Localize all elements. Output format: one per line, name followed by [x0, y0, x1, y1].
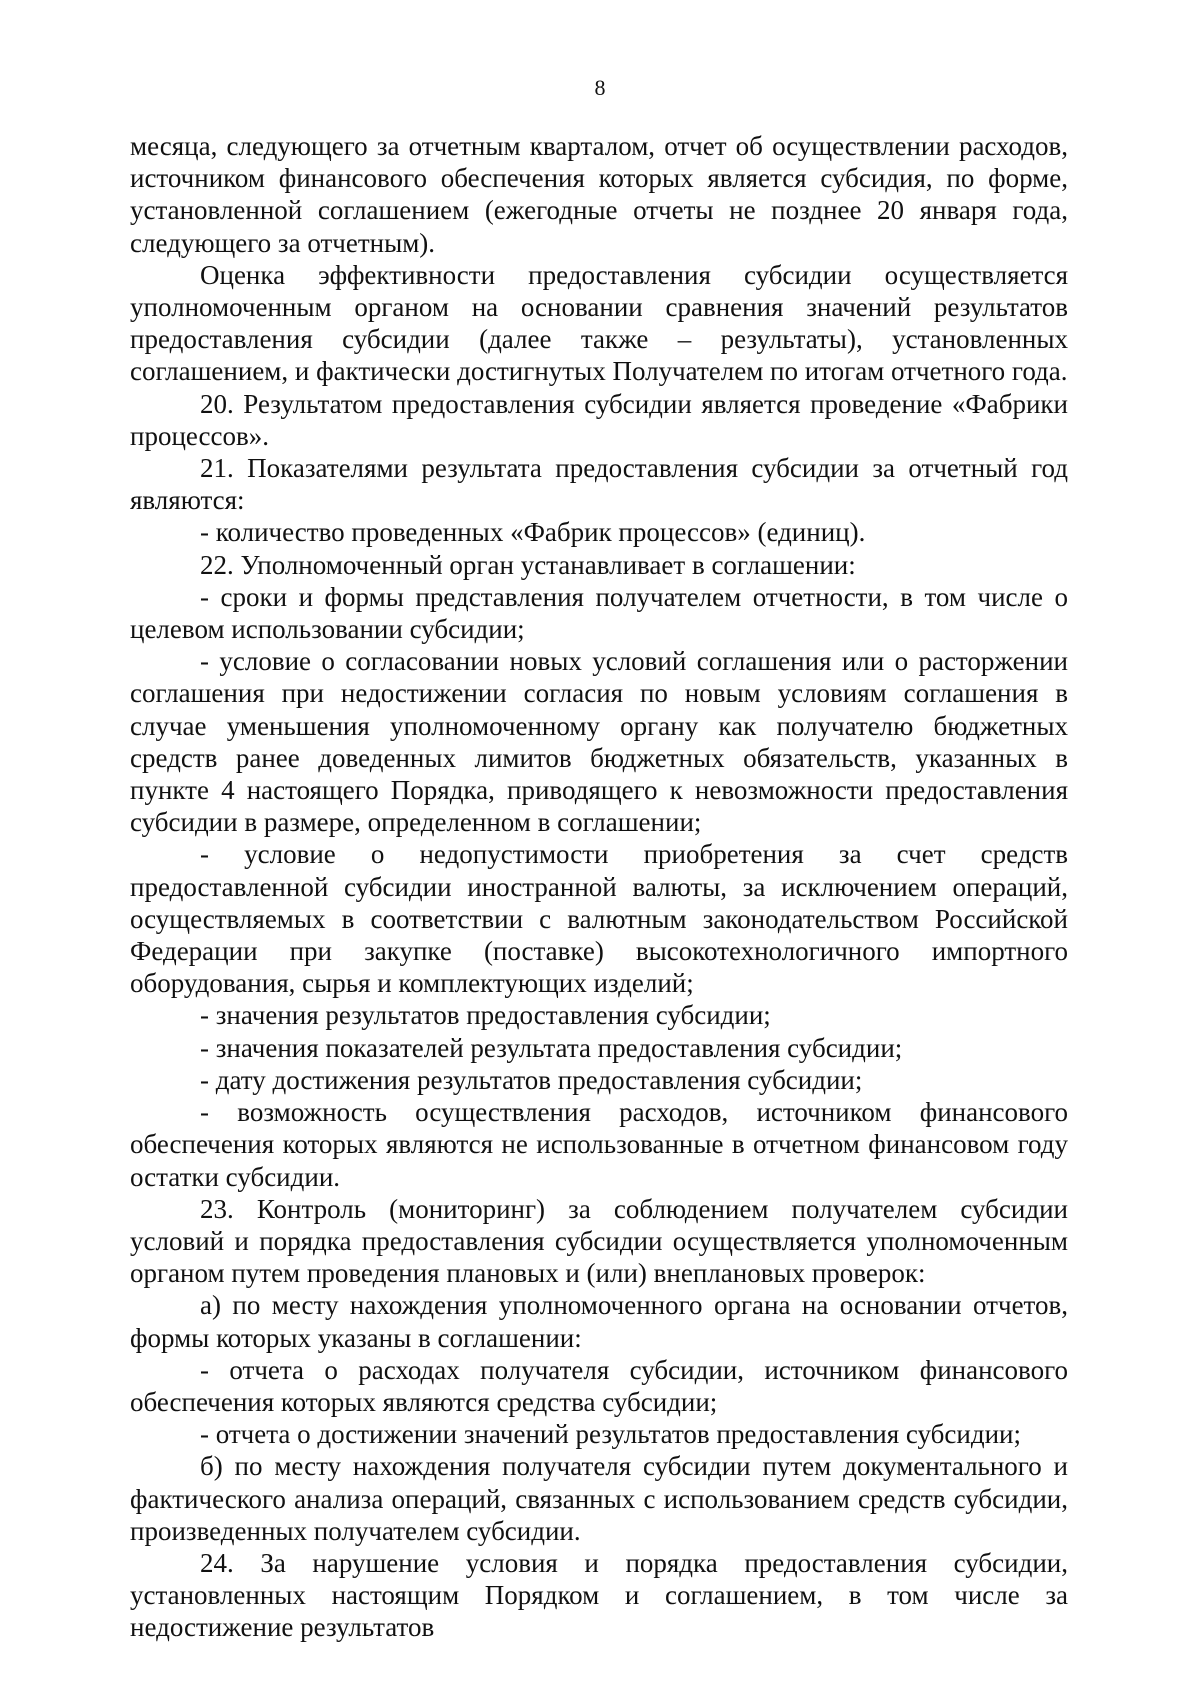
paragraph: 21. Показателями результата предоставления субсидии за отчетный год являются: [130, 453, 1068, 516]
paragraph: - условие о недопустимости приобретения за счет средств предоставленной субсидии иностранной валюты, за исключением операций, осуществляемых в соответствии с валютным законодательством Российской Федерации при закупке (поставке) высокотехнологичного импортного оборудования, сырья и комплектующих изделий; [130, 839, 1068, 999]
paragraph: месяца, следующего за отчетным кварталом, отчет об осуществлении расходов, источником финансового обеспечения которых является субсидия, по форме, установленной соглашением (ежегодные отчеты не позднее 20 января года, следующего за отчетным). [130, 131, 1068, 258]
paragraph: - сроки и формы представления получателем отчетности, в том числе о целевом использовании субсидии; [130, 581, 1068, 645]
paragraph: 23. Контроль (мониторинг) за соблюдением получателем субсидии условий и порядка предоставления субсидии осуществляется уполномоченным органом путем проведения плановых и (или) внеплановых проверок: [130, 1193, 1068, 1289]
paragraph: 22. Уполномоченный орган устанавливает в соглашении: [200, 549, 856, 580]
document-body [130, 130, 1068, 1644]
paragraph: - возможность осуществления расходов, источником финансового обеспечения которых являются не использованные в отчетном финансовом году остатки субсидии. [130, 1097, 1068, 1192]
paragraph: а) по месту нахождения уполномоченного органа на основании отчетов, формы которых указаны в соглашении: [130, 1290, 1068, 1353]
paragraph: - дату достижения результатов предоставления субсидии; [200, 1064, 863, 1095]
paragraph: - отчета о расходах получателя субсидии, источником финансового обеспечения которых являются средства субсидии; [130, 1354, 1068, 1417]
paragraph: - количество проведенных «Фабрик процессов» (единиц). [200, 517, 866, 548]
page-number: 8 [594, 75, 606, 100]
paragraph: - значения показателей результата предоставления субсидии; [200, 1032, 903, 1063]
paragraph: - отчета о достижении значений результатов предоставления субсидии; [200, 1419, 1021, 1450]
paragraph: Оценка эффективности предоставления субсидии осуществляется уполномоченным органом на основании сравнения значений результатов предоставления субсидии (далее также – результаты), установленных соглашением, и фактически достигнутых Получателем по итогам отчетного года. [130, 259, 1068, 387]
paragraph: - значения результатов предоставления субсидии; [200, 1000, 771, 1031]
paragraph: - условие о согласовании новых условий соглашения или о расторжении соглашения при недостижении согласия по новым условиям соглашения в случае уменьшения уполномоченному органу как получателю бюджетных средств ранее доведенных лимитов бюджетных обязательств, указанных в пункте 4 настоящего Порядка, приводящего к невозможности предоставления субсидии в размере, определенном в соглашении; [130, 646, 1068, 838]
paragraph: б) по месту нахождения получателя субсидии путем документального и фактического анализа операций, связанных с использованием средств субсидии, произведенных получателем субсидии. [130, 1451, 1068, 1546]
paragraph: 24. За нарушение условия и порядка предоставления субсидии, установленных настоящим Порядком и соглашением, в том числе за недостижение результатов [130, 1547, 1068, 1643]
paragraph: 20. Результатом предоставления субсидии является проведение «Фабрики процессов». [130, 388, 1068, 451]
